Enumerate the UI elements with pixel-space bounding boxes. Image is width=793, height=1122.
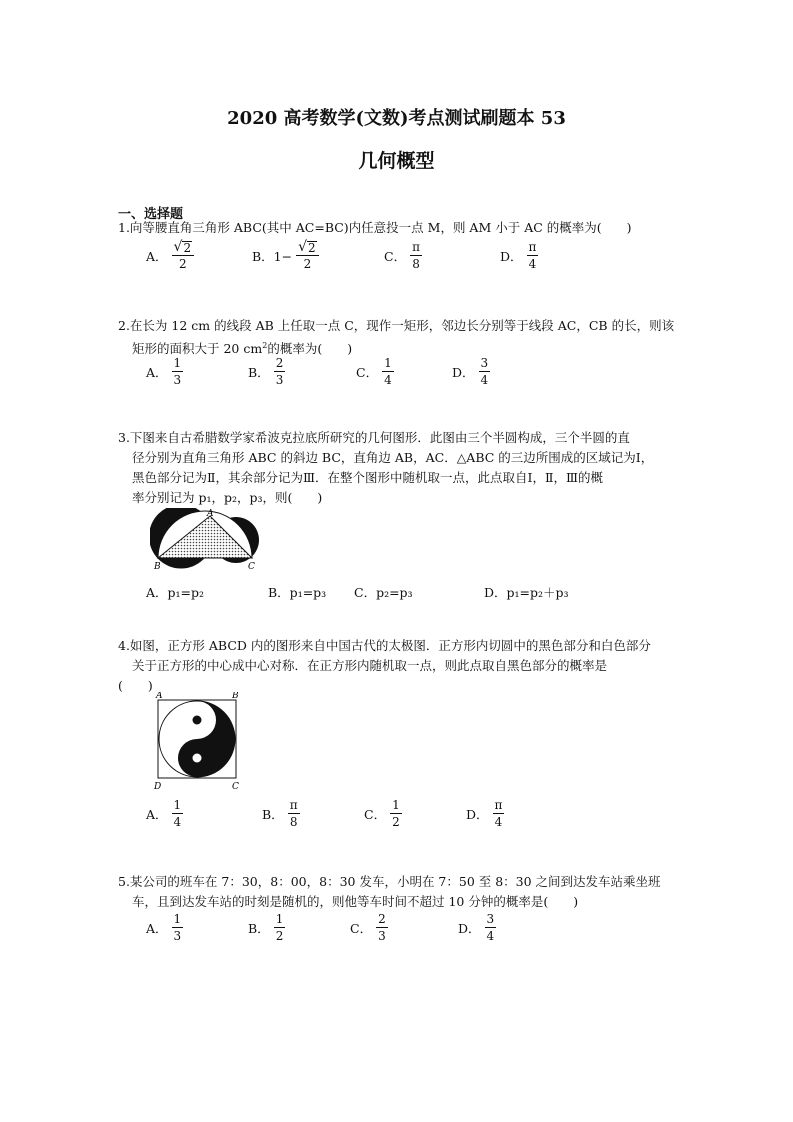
q3-option-a: A．p₁=p₂: [146, 585, 205, 600]
q5-option-c-label: C．: [350, 920, 373, 936]
q1-option-a-den: 2: [178, 257, 187, 271]
q2-option-c-label: C．: [356, 364, 379, 380]
q4-option-a: [146, 798, 183, 829]
q1-option-b-num: 2: [308, 241, 316, 255]
question-5: [118, 872, 702, 912]
q1-option-b: B．1− √ 2 2: [252, 240, 319, 271]
figure-label-d: D: [154, 782, 162, 792]
question-4-line-1: 4.如图，正方形 ABCD 内的图形来自中国古代的太极图．正方形内切圆中的黑色部分和白色部分: [118, 638, 651, 653]
q1-option-a-num: 2: [183, 241, 192, 255]
question-3-line-3: 黑色部分记为Ⅱ，其余部分记为Ⅲ．在整个图形中随机取一点，此点取自Ⅰ，Ⅱ，Ⅲ的概: [132, 470, 604, 485]
question-2-line-2-pre: 矩形的面积大于 20 cm: [132, 341, 263, 357]
taiji-black-dot: [193, 716, 202, 725]
question-4-line-3: ( ): [118, 678, 153, 693]
question-4: [118, 636, 702, 696]
q2-option-a-num: 1: [173, 356, 182, 370]
q4-option-b: [262, 798, 300, 829]
figure-label-b: B: [232, 692, 239, 701]
q5-option-a-label: A．: [146, 920, 168, 936]
q1-option-d: [500, 240, 538, 271]
section-heading: 一、选择题: [118, 207, 184, 222]
q2-option-b-den: 3: [275, 373, 284, 387]
q2-option-d: [452, 356, 490, 387]
q1-option-a-label: A．: [146, 248, 168, 264]
q5-option-d-label: D．: [458, 920, 481, 936]
question-2-line-2-post: 的概率为( ): [267, 341, 353, 357]
question-3-line-2: 径分别为直角三角形 ABC 的斜边 BC，直角边 AB，AC．△ABC 的三边所围成的区域记为Ⅰ，: [132, 450, 654, 465]
q2-option-a-label: A．: [146, 364, 168, 380]
q4-option-d: [466, 798, 504, 829]
q4-option-c-den: 2: [392, 815, 400, 829]
figure-label-b: B: [154, 562, 161, 572]
q1-option-c: [384, 240, 422, 271]
q2-option-c-den: 4: [384, 373, 392, 387]
q1-option-c-den: 8: [412, 257, 420, 271]
q2-option-d-den: 4: [480, 373, 489, 387]
q1-option-c-num: π: [412, 240, 420, 254]
q4-option-c: [364, 798, 402, 829]
figure-label-a: A: [207, 509, 214, 519]
q1-option-b-label: B．1−: [252, 248, 293, 264]
question-1: [118, 218, 702, 238]
q4-option-a-label: A．: [146, 806, 168, 822]
q5-option-d-den: 4: [486, 929, 495, 943]
q1-option-a: A． √ 2 2: [146, 240, 194, 271]
document-title: 2020 高考数学(文数)考点测试刷题本 53: [227, 108, 566, 129]
figure-label-a: A: [156, 692, 163, 701]
q1-option-c-label: C．: [384, 248, 407, 264]
question-4-line-2: 关于正方形的中心成中心对称．在正方形内随机取一点，则此点取自黑色部分的概率是: [132, 658, 608, 673]
q4-option-d-label: D．: [466, 806, 489, 822]
q5-option-d-num: 3: [486, 912, 495, 926]
question-5-line-1: 5.某公司的班车在 7：30，8：00，8：30 发车，小明在 7：50 至 8：30 之间到达发车站乘坐班: [118, 874, 661, 889]
q5-option-b-num: 1: [275, 912, 284, 926]
q2-option-d-label: D．: [452, 364, 475, 380]
q5-option-c-den: 3: [378, 929, 386, 943]
question-2-unit-exponent: 2: [262, 341, 268, 350]
q5-option-a-den: 3: [173, 929, 182, 943]
q5-option-b-den: 2: [275, 929, 284, 943]
hippocrates-lunes-figure: [150, 508, 260, 572]
q5-option-a-num: 1: [173, 912, 182, 926]
q4-option-b-label: B．: [262, 806, 284, 822]
q1-option-d-label: D．: [500, 248, 523, 264]
q2-option-c: [356, 356, 394, 387]
q2-option-b: [248, 356, 285, 387]
q4-option-b-den: 8: [289, 815, 298, 829]
q4-option-d-num: π: [494, 798, 503, 812]
q5-option-c: [350, 912, 388, 943]
q3-option-c: C．p₂=p₃: [354, 585, 413, 600]
question-3: [118, 428, 702, 508]
document-subtitle: 几何概型: [358, 150, 435, 172]
q4-option-c-label: C．: [364, 806, 387, 822]
taiji-square-figure: [150, 692, 244, 792]
question-3-line-4: 率分别记为 p₁，p₂，p₃，则( ): [132, 490, 323, 505]
q3-option-b: B．p₁=p₃: [268, 585, 327, 600]
question-5-line-2: 车，且到达发车站的时刻是随机的，则他等车时间不超过 10 分钟的概率是( ): [132, 894, 579, 909]
figure-label-c: C: [248, 562, 255, 572]
q4-option-d-den: 4: [494, 815, 503, 829]
q2-option-d-num: 3: [480, 356, 489, 370]
q2-option-b-num: 2: [275, 356, 284, 370]
q2-option-c-num: 1: [384, 356, 392, 370]
question-1-text: 1.向等腰直角三角形 ABC(其中 AC=BC)内任意投一点 M，则 AM 小于 AC 的概率为( ): [118, 220, 632, 235]
q2-option-b-label: B．: [248, 364, 270, 380]
q5-option-b: [248, 912, 285, 943]
question-2: [118, 316, 702, 359]
taiji-white-dot: [193, 754, 202, 763]
q4-option-a-den: 4: [173, 815, 182, 829]
q4-option-c-num: 1: [392, 798, 400, 812]
q3-option-d: D．p₁=p₂＋p₃: [484, 585, 569, 600]
question-3-line-1: 3.下图来自古希腊数学家希波克拉底所研究的几何图形．此图由三个半圆构成，三个半圆的直: [118, 430, 630, 445]
q5-option-c-num: 2: [378, 912, 386, 926]
question-2-line-1: 2.在长为 12 cm 的线段 AB 上任取一点 C，现作一矩形，邻边长分别等于线段 AC，CB 的长，则该: [118, 318, 675, 333]
q1-option-b-den: 2: [303, 257, 312, 271]
q5-option-a: [146, 912, 183, 943]
q5-option-d: [458, 912, 496, 943]
q1-option-d-den: 4: [528, 257, 537, 271]
q2-option-a: [146, 356, 183, 387]
q2-option-a-den: 3: [173, 373, 182, 387]
q5-option-b-label: B．: [248, 920, 270, 936]
q1-option-d-num: π: [528, 240, 537, 254]
q4-option-b-num: π: [289, 798, 298, 812]
figure-label-c: C: [232, 782, 239, 792]
q4-option-a-num: 1: [173, 798, 182, 812]
question-2-line-2: [118, 336, 702, 359]
